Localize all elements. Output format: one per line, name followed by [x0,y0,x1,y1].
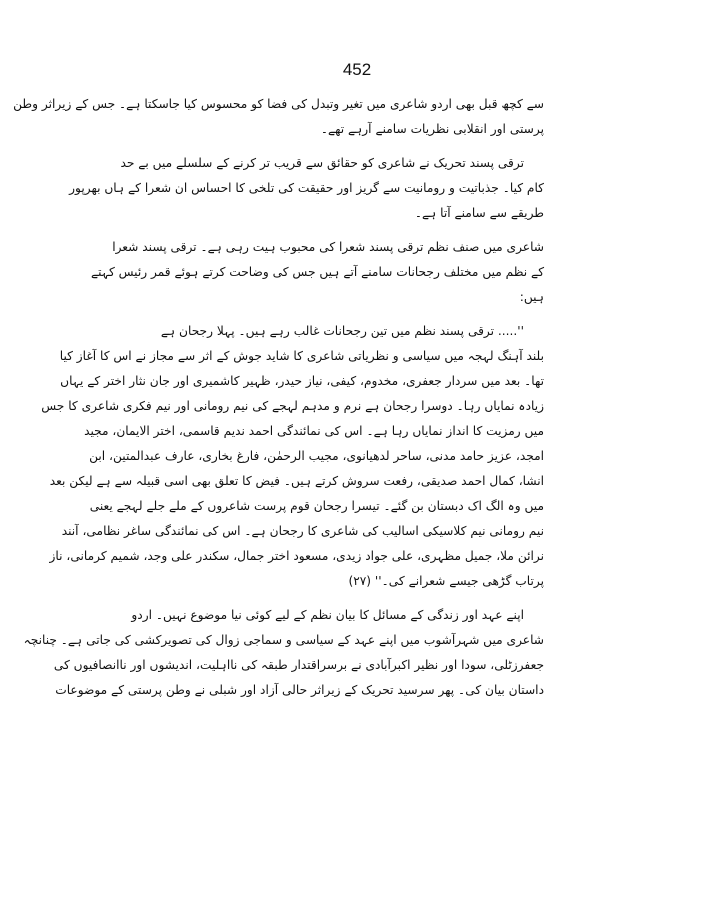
text-line: تھا۔ بعد میں سردار جعفری، مخدوم، کیفی، نیاز حیدر، ظہیر کاشمیری اور جان نثار اختر کے یہاں [60,374,544,388]
text-line: ''..... ترقی پسند نظم میں تین رجحانات غالب رہے ہیں۔ پہلا رجحان ہے [160,324,524,338]
text-line: پرستی اور انقلابی نظریات سامنے آرہے تھے۔ [320,122,544,136]
text-line: زیادہ نمایاں رہا۔ دوسرا رجحان ہے نرم و مدہم لہجے کی نیم رومانی اور نیم فکری شاعری کا جس [41,399,544,413]
text-line: ترقی پسند تحریک نے شاعری کو حقائق سے قریب تر کرنے کے سلسلے میں بے حد [120,156,524,170]
block-quote [41,319,544,594]
text-line: سے کچھ قبل بھی اردو شاعری میں تغیر وتبدل کی فضا کو محسوس کیا جاسکتا ہے۔ جس کے زیراثر وطن [13,97,544,111]
text-line: میں وہ الگ اک دبستان بن گئے۔ تیسرا رجحان قوم پرست شاعروں کے ملے جلے لہجے یعنی [89,499,544,513]
text-line: امجد، عزیز حامد مدنی، ساحر لدھیانوی، مجیب الرحمٰن، فارغ بخاری، عارف عبدالمتین، ابن [89,449,544,463]
text-line: شاعری میں شہرآشوب میں اپنے عہد کے سیاسی و سماجی زوال کی تصویرکشی کی جاتی ہے۔ چنانچہ [23,633,544,647]
text-line: پرتاب گڑھی جیسے شعرانے کی۔'' (۲۷) [348,574,544,588]
text-line: انشا، کمال احمد صدیقی، رفعت سروش کرتے ہیں۔ فیض کا تعلق بھی اسی قبیلہ سے ہے لیکن بعد [49,474,544,488]
text-line: نرائن ملا، جمیل مظہری، علی جواد زیدی، مسعود اختر جمال، سکندر علی وجد، شمیم کرمانی، ناز [49,549,544,563]
paragraph-1 [13,92,544,142]
text-line: طریقے سے سامنے آتا ہے۔ [414,206,544,220]
body-text [13,92,544,703]
text-line: کام کیا۔ جذباتیت و رومانیت سے گریز اور حقیقت کی تلخی کا احساس ان شعرا کے ہاں بھرپور [69,181,544,195]
text-line: ہیں: [519,290,544,304]
text-line: میں رمزیت کا انداز نمایاں رہا ہے۔ اس کی نمائندگی احمد ندیم قاسمی، اختر الایمان، مجید [84,424,544,438]
paragraph-3 [91,235,544,310]
text-line: کے نظم میں مختلف رجحانات سامنے آتے ہیں جس کی وضاحت کرتے ہوئے قمر رئیس کہتے [91,265,544,279]
text-line: نیم رومانی نیم کلاسیکی اسالیب کی شاعری کا رجحان ہے۔ اس کی نمائندگی ساغر نظامی، آنند [61,524,544,538]
text-line: جعفرزٹلی، سودا اور نظیر اکبرآبادی نے برسراقتدار طبقہ کی نااہلیت، اندیشوں اور ناانصافیوں کی [53,658,544,672]
text-line: اپنے عہد اور زندگی کے مسائل کا بیان نظم کے لیے کوئی نیا موضوع نہیں۔ اردو [131,608,524,622]
paragraph-5 [23,603,544,703]
text-line: بلند آہنگ لہجہ میں سیاسی و نظریاتی شاعری کا شاید جوش کے اثر سے مجاز نے اس کا آغاز کیا [59,349,544,363]
page-number: 452 [342,60,372,79]
paragraph-2 [69,151,544,226]
text-line: داستان بیان کی۔ پھر سرسید تحریک کے زیراثر حالی آزاد اور شبلی نے وطن پرستی کے موضوعات [55,683,544,697]
text-line: شاعری میں صنف نظم ترقی پسند شعرا کی محبوب ہیت رہی ہے۔ ترقی پسند شعرا [112,240,544,254]
